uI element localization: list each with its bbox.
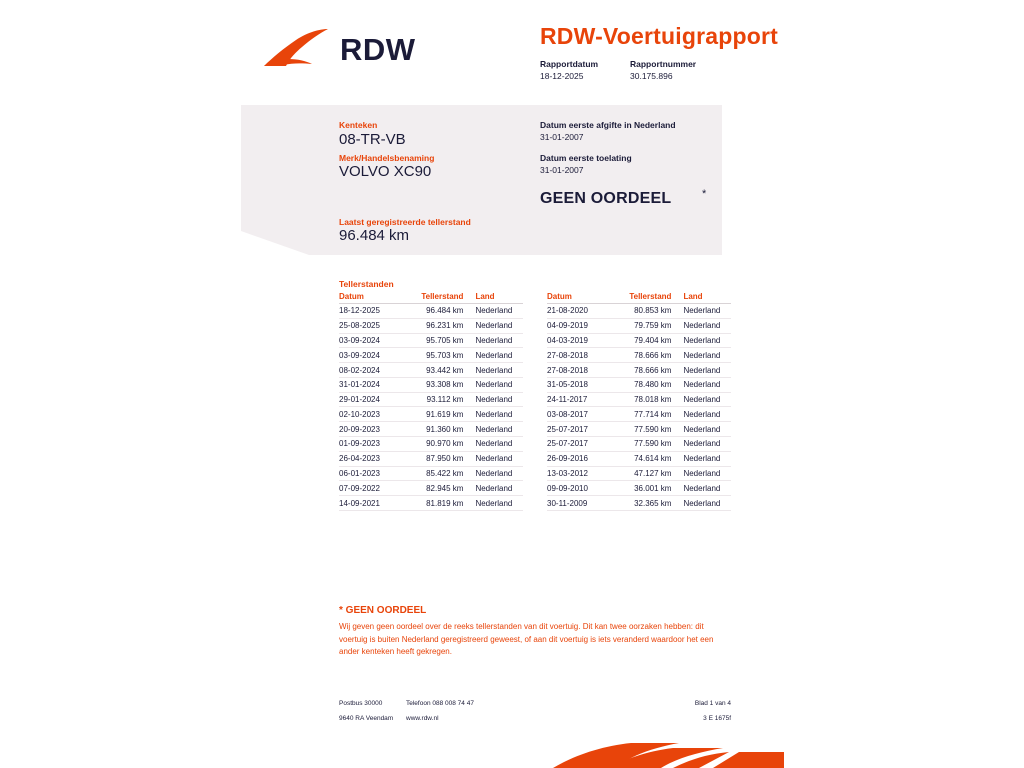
cell-country: Nederland (475, 318, 523, 333)
cell-date: 18-12-2025 (339, 304, 405, 319)
cell-odometer: 78.018 km (613, 392, 683, 407)
cell-date: 03-08-2017 (547, 407, 613, 422)
table-row (339, 348, 523, 363)
cell-odometer: 87.950 km (405, 451, 475, 466)
table-row (339, 333, 523, 348)
cell-date: 02-10-2023 (339, 407, 405, 422)
column-header-country: Land (683, 292, 731, 304)
cell-country: Nederland (683, 392, 731, 407)
table-row (547, 466, 731, 481)
first-admission-label: Datum eerste toelating (540, 153, 632, 163)
report-meta (540, 58, 870, 82)
first-issue-value: 31-01-2007 (540, 132, 584, 142)
cell-odometer: 82.945 km (405, 481, 475, 496)
cell-date: 26-09-2016 (547, 451, 613, 466)
footer-address-line2: 9640 RA Veendam (339, 715, 394, 722)
table-row (339, 466, 523, 481)
table-row (339, 407, 523, 422)
cell-odometer: 80.853 km (613, 304, 683, 319)
odometer-left-body (339, 304, 523, 511)
first-issue-label: Datum eerste afgifte in Nederland (540, 120, 676, 130)
footer-website-link[interactable]: www.rdw.nl (406, 715, 439, 722)
cell-odometer: 36.001 km (613, 481, 683, 496)
last-odometer-label: Laatst geregistreerde tellerstand (339, 217, 471, 227)
page-footer (339, 700, 731, 730)
table-row (339, 318, 523, 333)
report-date (540, 58, 630, 82)
footer-page-info: Blad 1 van 4 (694, 700, 731, 707)
cell-date: 26-04-2023 (339, 451, 405, 466)
footnote-body: Wij geven geen oordeel over de reeks tellerstanden van dit voertuig. Dit kan twee oorzaken hebben: dit voertuig is buiten Nederland geregistreerd geweest, of aan dit voertuig is iets veranderd waardoor het een ander kenteken heeft gekregen. (339, 622, 714, 656)
report-date-value: 18-12-2025 (540, 71, 584, 81)
cell-odometer: 74.614 km (613, 451, 683, 466)
cell-odometer: 77.590 km (613, 437, 683, 452)
table-row (547, 333, 731, 348)
footer-flame-graphic (553, 742, 784, 768)
report-number-label: Rapportnummer (630, 59, 697, 69)
cell-country: Nederland (683, 333, 731, 348)
table-row (547, 348, 731, 363)
verdict-footnote-marker: * (702, 188, 707, 200)
cell-date: 03-09-2024 (339, 333, 405, 348)
report-number-value: 30.175.896 (630, 71, 673, 81)
table-row (339, 437, 523, 452)
cell-odometer: 93.112 km (405, 392, 475, 407)
odometer-table-left (339, 292, 523, 511)
cell-odometer: 77.590 km (613, 422, 683, 437)
table-row (339, 481, 523, 496)
cell-odometer: 79.404 km (613, 333, 683, 348)
cell-date: 04-09-2019 (547, 318, 613, 333)
cell-country: Nederland (683, 466, 731, 481)
odometer-table-right (547, 292, 731, 511)
odometer-section-title: Tellerstanden (339, 279, 394, 289)
footer-row-1 (339, 700, 731, 715)
table-row (339, 422, 523, 437)
licence-value: 08-TR-VB (339, 131, 406, 148)
cell-odometer: 77.714 km (613, 407, 683, 422)
cell-country: Nederland (475, 304, 523, 319)
cell-odometer: 93.442 km (405, 363, 475, 378)
table-header-row (339, 292, 523, 304)
cell-country: Nederland (683, 422, 731, 437)
cell-odometer: 78.666 km (613, 348, 683, 363)
cell-country: Nederland (475, 481, 523, 496)
cell-odometer: 47.127 km (613, 466, 683, 481)
cell-country: Nederland (683, 496, 731, 511)
column-header-odometer: Tellerstand (405, 292, 475, 304)
first-admission-value: 31-01-2007 (540, 165, 584, 175)
cell-date: 24-11-2017 (547, 392, 613, 407)
cell-odometer: 95.703 km (405, 348, 475, 363)
panel-corner-notch (241, 231, 309, 255)
table-row (547, 437, 731, 452)
report-date-label: Rapportdatum (540, 59, 599, 69)
footer-row-2 (339, 715, 731, 730)
table-row (339, 451, 523, 466)
table-row (339, 363, 523, 378)
cell-date: 20-09-2023 (339, 422, 405, 437)
cell-country: Nederland (683, 363, 731, 378)
table-row (547, 496, 731, 511)
table-row (547, 481, 731, 496)
cell-country: Nederland (475, 496, 523, 511)
footer-address-line1: Postbus 30000 (339, 700, 383, 707)
cell-country: Nederland (683, 407, 731, 422)
table-row (547, 422, 731, 437)
cell-country: Nederland (475, 377, 523, 392)
cell-country: Nederland (683, 318, 731, 333)
cell-date: 07-09-2022 (339, 481, 405, 496)
cell-country: Nederland (475, 363, 523, 378)
verdict-text: GEEN OORDEEL (540, 190, 672, 207)
cell-date: 25-07-2017 (547, 422, 613, 437)
table-row (547, 363, 731, 378)
column-header-odometer: Tellerstand (613, 292, 683, 304)
table-row (547, 304, 731, 319)
cell-date: 04-03-2019 (547, 333, 613, 348)
cell-odometer: 96.231 km (405, 318, 475, 333)
cell-odometer: 32.365 km (613, 496, 683, 511)
column-header-date: Datum (547, 292, 613, 304)
cell-date: 29-01-2024 (339, 392, 405, 407)
table-row (547, 318, 731, 333)
cell-odometer: 93.308 km (405, 377, 475, 392)
cell-odometer: 85.422 km (405, 466, 475, 481)
cell-date: 25-08-2025 (339, 318, 405, 333)
cell-country: Nederland (683, 304, 731, 319)
cell-odometer: 91.360 km (405, 422, 475, 437)
column-header-country: Land (475, 292, 523, 304)
rdw-logo-text: RDW (340, 32, 416, 67)
cell-country: Nederland (475, 437, 523, 452)
cell-country: Nederland (683, 437, 731, 452)
make-value: VOLVO XC90 (339, 163, 432, 180)
cell-country: Nederland (475, 466, 523, 481)
table-row (547, 392, 731, 407)
cell-date: 14-09-2021 (339, 496, 405, 511)
cell-odometer: 90.970 km (405, 437, 475, 452)
table-row (547, 377, 731, 392)
footnote-title: * GEEN OORDEEL (339, 605, 427, 616)
page-title: RDW-Voertuigrapport (540, 23, 779, 49)
rdw-logo (262, 20, 502, 80)
cell-odometer: 78.480 km (613, 377, 683, 392)
footer-doc-code: 3 E 1675f (703, 715, 731, 722)
cell-date: 31-01-2024 (339, 377, 405, 392)
cell-country: Nederland (475, 407, 523, 422)
cell-country: Nederland (683, 481, 731, 496)
cell-date: 13-03-2012 (547, 466, 613, 481)
cell-date: 09-09-2010 (547, 481, 613, 496)
cell-odometer: 96.484 km (405, 304, 475, 319)
table-row (339, 304, 523, 319)
table-row (547, 407, 731, 422)
cell-date: 03-09-2024 (339, 348, 405, 363)
licence-label: Kenteken (339, 120, 378, 130)
cell-country: Nederland (475, 348, 523, 363)
cell-odometer: 91.619 km (405, 407, 475, 422)
cell-country: Nederland (475, 451, 523, 466)
cell-country: Nederland (683, 451, 731, 466)
table-row (547, 451, 731, 466)
cell-country: Nederland (475, 333, 523, 348)
odometer-right-body (547, 304, 731, 511)
make-label: Merk/Handelsbenaming (339, 153, 435, 163)
last-odometer-value: 96.484 km (339, 227, 410, 244)
cell-country: Nederland (475, 392, 523, 407)
cell-odometer: 81.819 km (405, 496, 475, 511)
cell-date: 25-07-2017 (547, 437, 613, 452)
table-row (339, 496, 523, 511)
cell-date: 30-11-2009 (547, 496, 613, 511)
cell-country: Nederland (475, 422, 523, 437)
cell-date: 08-02-2024 (339, 363, 405, 378)
cell-date: 01-09-2023 (339, 437, 405, 452)
cell-date: 06-01-2023 (339, 466, 405, 481)
table-row (339, 377, 523, 392)
table-row (339, 392, 523, 407)
report-number (630, 58, 696, 82)
cell-country: Nederland (683, 348, 731, 363)
footer-phone: Telefoon 088 008 74 47 (406, 700, 474, 707)
cell-country: Nederland (683, 377, 731, 392)
column-header-date: Datum (339, 292, 405, 304)
rdw-flame-icon (262, 28, 332, 70)
cell-date: 21-08-2020 (547, 304, 613, 319)
vehicle-summary-panel (241, 105, 722, 255)
cell-odometer: 79.759 km (613, 318, 683, 333)
cell-date: 27-08-2018 (547, 348, 613, 363)
table-header-row (547, 292, 731, 304)
cell-date: 27-08-2018 (547, 363, 613, 378)
cell-odometer: 78.666 km (613, 363, 683, 378)
cell-odometer: 95.705 km (405, 333, 475, 348)
cell-date: 31-05-2018 (547, 377, 613, 392)
